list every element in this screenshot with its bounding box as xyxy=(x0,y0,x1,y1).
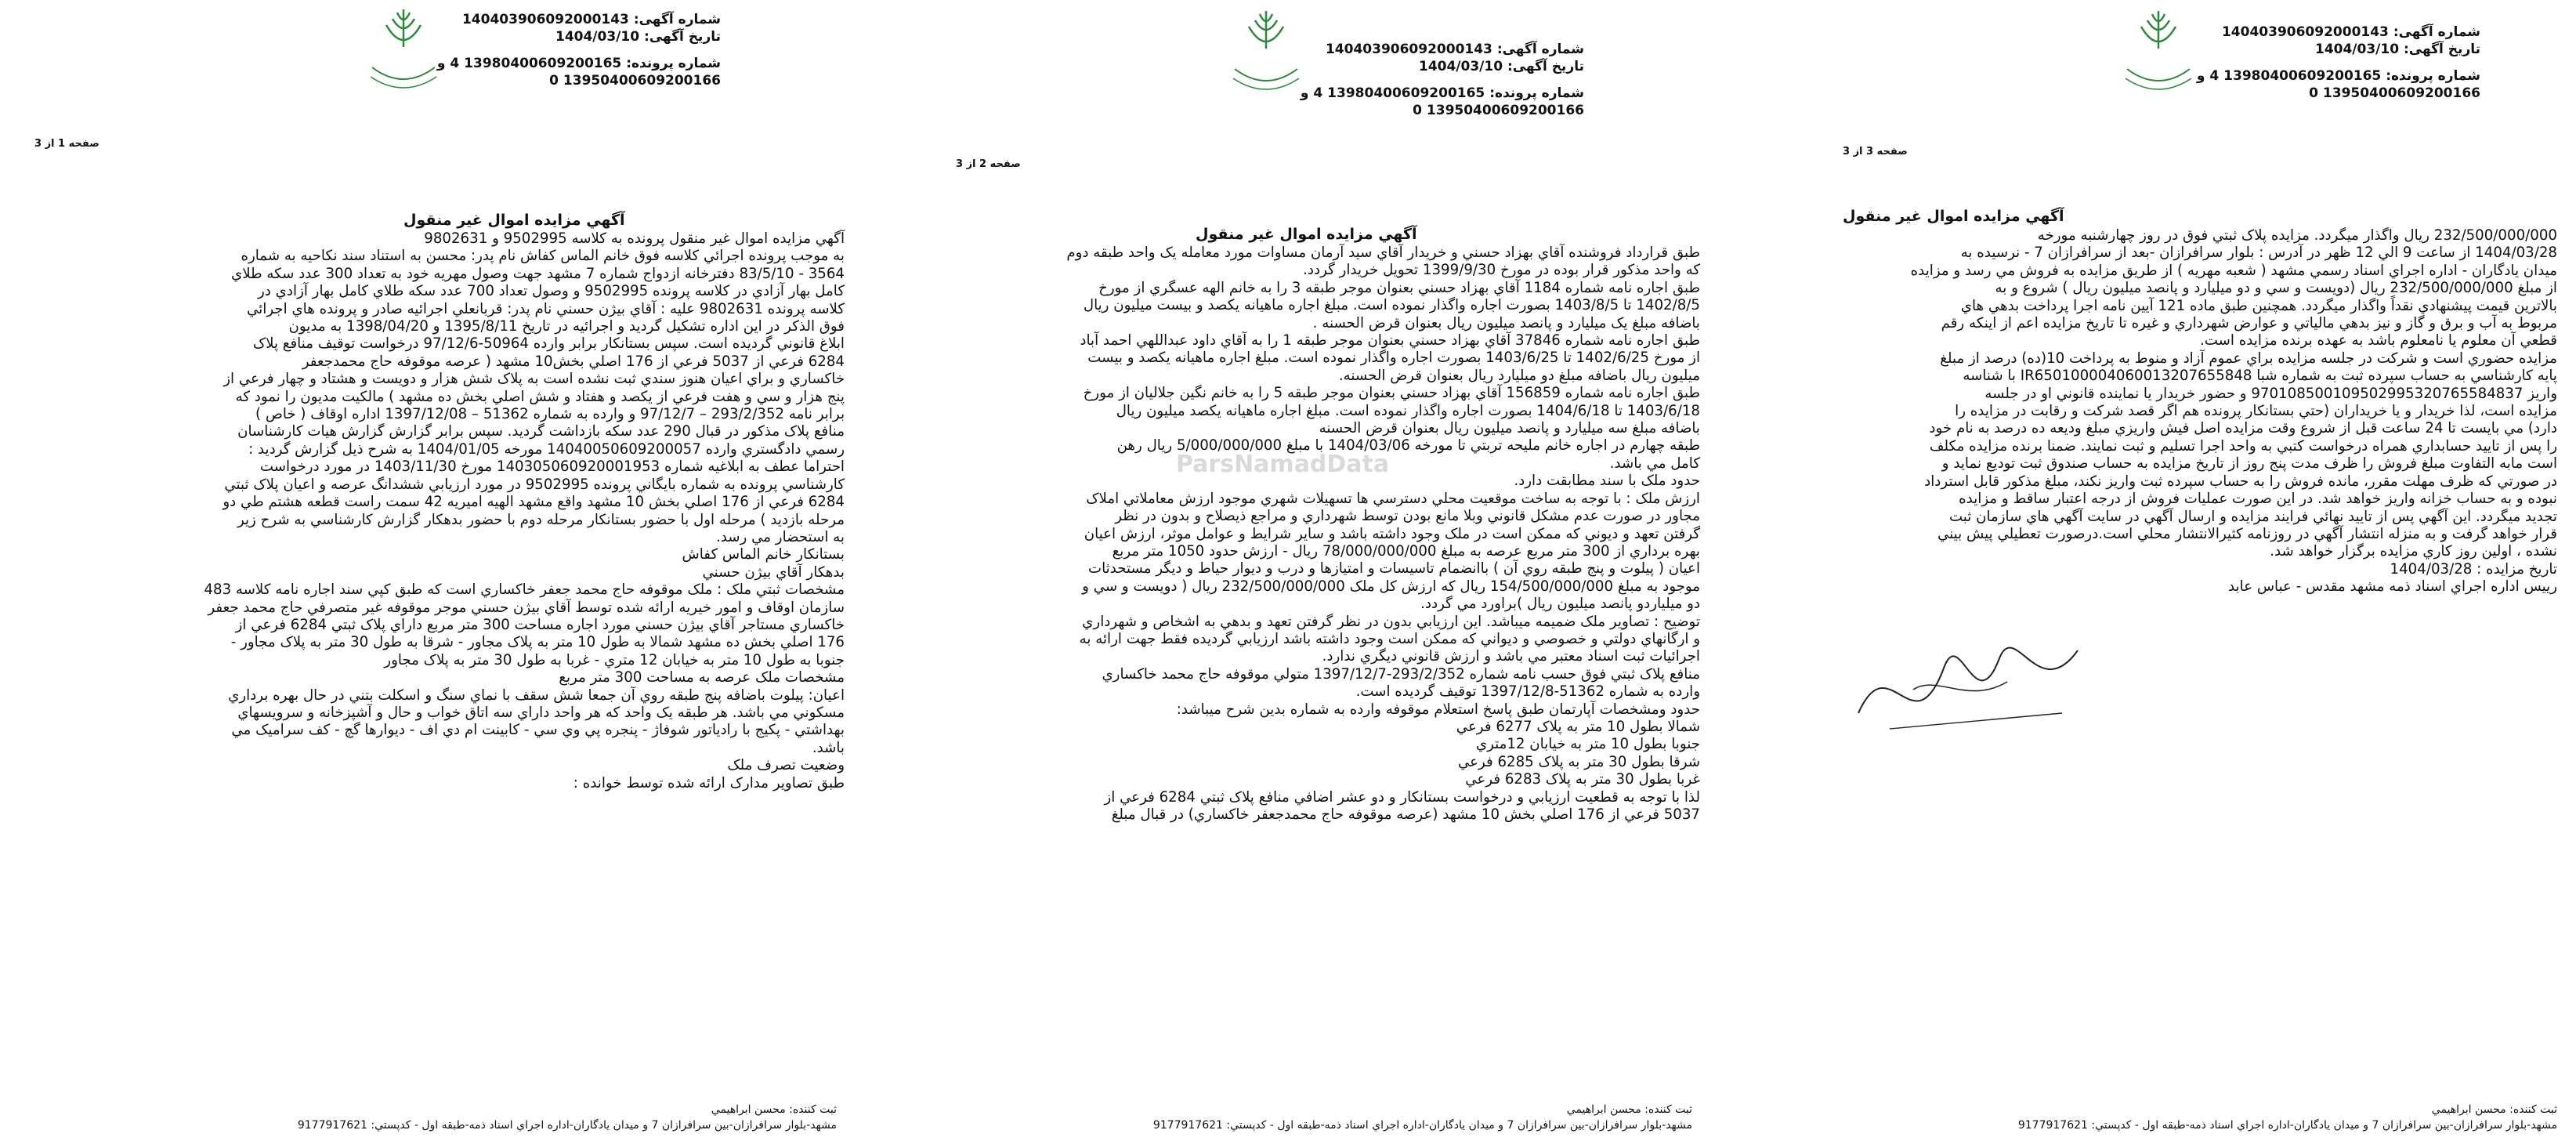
body-line: جنوبا به طول 10 متر به خيابان 12 متري - غربا به طول 30 متر به پلاک مجاور xyxy=(384,651,845,668)
body-line: توضيح : تصاوير ملک ضميمه ميباشد. اين ارزيابي بدون در نظر گرفتن تعهد و بدهي به اشخاص و شهرداري xyxy=(1082,613,1700,630)
body-line: مشخصات ثبتي ملک : ملک موقوفه حاج محمد جعفر خاکساري است که طبق کپي سند اجاره نامه کلاسه 483 xyxy=(204,581,845,599)
judiciary-emblem-icon xyxy=(356,5,450,99)
body-line: واريز 970108500109502995320765584837 و حضور خريدار يا نماينده قانوني او در جلسه xyxy=(1984,385,2557,402)
typist-label: ثبت کننده: xyxy=(1644,1103,1692,1116)
ad-number-row xyxy=(461,11,721,28)
ad-number-label: شماره آگهی: xyxy=(1496,42,1584,57)
body-line: مزايده است، لذا خريدار و يا خريداران (حتي بستانکار پرونده هم اگر قصد شرکت و رقابت در مزايده را xyxy=(1955,403,2557,420)
office-address: مشهد-بلوار سرافرازان-بين سرافرازان 7 و ميدان يادگاران-اداره اجراي اسناد ذمه-طبقه اول - کدپستي: xyxy=(1226,1119,1692,1132)
body-lines xyxy=(22,230,845,792)
body-line: موجود به مبلغ 154/500/000/000 ريال که ارزش کل ملک 232/500/000/000 ريال ( دويست و سي و xyxy=(1082,578,1700,595)
typist-name: محسن ابراهيمي xyxy=(1566,1103,1641,1116)
body-line: اعيان: پيلوت باضافه پنج طبقه روي آن جمعا شش سقف با نماي سنگ و اسکلت بتني در حال بهره برداري xyxy=(228,686,845,704)
body-line: شمالا بطول 10 متر به پلاک 6277 فرعي xyxy=(1456,718,1700,735)
judiciary-emblem-icon xyxy=(2111,6,2205,100)
file-number-2: 13950400609200166 0 xyxy=(2309,85,2480,101)
ad-number-row xyxy=(1325,41,1584,58)
body-line: 5037 فرعي از 176 اصلي بخش 10 مشهد (عرصه موقوفه حاج محمدجعفر خاکساري) در قبال مبلغ xyxy=(1111,806,1700,823)
body-line: رييس اداره اجراي اسناد ذمه مشهد مقدس - عباس عابد xyxy=(2228,578,2557,596)
page-number: صفحه 1 از 3 xyxy=(34,138,99,150)
body-line: برابر نامه 293/2/352 – 97/12/7 و وارده به شماره 51362 – 1397/12/08 اداره اوقاف ( خاص ) xyxy=(255,406,845,423)
typist-label: ثبت کننده: xyxy=(789,1103,837,1116)
ad-number: 140403906092000143 xyxy=(461,12,629,27)
body-lines xyxy=(877,244,1700,824)
body-line: 6284 فرعي از 176 اصلي بخش 10 مشهد واقع مشهد الهيه اميريه 42 سمت راست قطعه هشتم طي دو xyxy=(223,494,845,511)
body-line: گرفتن تعهد و ديوني که ممکن است در ملک وجود داشته باشد و ساير شرايط و عوامل موثر، ارزش اعيان xyxy=(1084,525,1700,542)
body-line: منافع پلاک مذکور در قبال 290 عدد سکه بازداشت گرديد. سپس برابر گزارش گزارش هيات کارشناسان xyxy=(237,423,845,440)
body-line: ارزش ملک : با توجه به ساخت موقعيت محلي دسترسي ها تسهيلات شهري موجود ارزش معاملاتي املاک xyxy=(1086,490,1700,507)
ad-number-label: شماره آگهی: xyxy=(633,12,721,27)
typist-name: محسن ابراهيمي xyxy=(711,1103,786,1116)
ad-number-label: شماره آگهی: xyxy=(2393,24,2480,40)
emblem-graphic xyxy=(356,5,450,99)
notice-title: آگهي مزايده اموال غير منقول xyxy=(1843,208,2064,225)
body-line: طبق اجاره نامه شماره 156859 آقاي بهزاد حسني بعنوان موجر طبقه 5 را به خانم نگين جلاليان از مورخ xyxy=(1083,385,1700,402)
body-line: خاکساري مستاجر آقاي بيژن حسني مورد اجاره مساحت 300 متر مربع داراي پلاک ثبتي 6284 فرعي از xyxy=(235,616,845,633)
body-line: پنج هزار و سي و هفت فرعي از يکصد و هفتاد و شش اصلي بخش ده مشهد ) مالکيت مديون را نمود که xyxy=(235,388,845,405)
body-line: نبوده و به حساب خزانه واريز خواهد شد. در اين صورت عمليات فروش از درجه اعتبار ساقط و مزايده xyxy=(1959,491,2557,508)
body-line: وضعيت تصرف ملک xyxy=(727,757,845,774)
body-line: کامل بهار آزادي در کلاسه پرونده 9502995 و وصول تعداد 700 عدد سکه طلاي کامل بهار آزادي در xyxy=(258,283,845,300)
file-number-1: 13980400609200165 4 و xyxy=(2196,68,2382,84)
body-line: لذا با توجه به قطعيت ارزيابي و درخواست بستانکار و دو عشر اضافي منافع پلاک ثبتي 6284 فرعي از xyxy=(1104,788,1700,806)
emblem-graphic xyxy=(1219,6,1313,100)
notice-body xyxy=(22,230,845,792)
body-line: ابلاغ قانوني گرديده است. سپس بستانکار برابر وارده 50964-97/12/6 درخواست توقيف منافع پلاک xyxy=(252,335,845,353)
body-line: کامل مي باشد. xyxy=(1609,455,1700,472)
body-line: طبق تصاوير مدارک ارائه شده توسط خوانده : xyxy=(573,774,845,791)
body-line: فوق الذکر در اين اداره تشکيل گرديد و اجرائيه در تاريخ 1395/8/11 و 1398/04/20 به مديون xyxy=(288,318,845,335)
notice-header xyxy=(436,11,721,89)
signature-graphic xyxy=(1843,596,2093,752)
file-number-label: شماره پرونده: xyxy=(2386,68,2480,84)
postal-code: 9177917621 xyxy=(1152,1119,1223,1132)
body-line: دارد) مي بايست تا 24 ساعت قبل از شروع وقت مزايده اصل فيش واريزي مبلغ وديعه ده درصد به نام خود xyxy=(1929,420,2557,437)
body-line: باشد. xyxy=(812,739,845,756)
typist-row xyxy=(877,1102,1692,1117)
ad-number: 140403906092000143 xyxy=(2221,24,2389,40)
page-number: صفحه 3 از 3 xyxy=(1843,146,1908,158)
body-line: 3564 - 83/5/10 دفترخانه ازدواج شماره 7 مشهد جهت وصول مهريه خود به تعداد 300 عدد سکه طلاي xyxy=(230,265,845,282)
notice-page-3 xyxy=(1717,0,2576,1141)
ad-date: 1404/03/10 xyxy=(1418,59,1503,74)
body-line: بالاترين قيمت پيشنهادي نقداً واگذار ميگردد. همچنين طبق ماده 121 آيين نامه اجرا پرداخت بدهي هاي xyxy=(1960,297,2557,314)
notice-footer xyxy=(1742,1102,2557,1133)
body-line: پايه کارشناسي به حساب سپرده ثبت به شماره شبا IR650100004060013207655848 با شناسه xyxy=(1963,368,2557,385)
address-row xyxy=(877,1117,1692,1133)
typist-name: محسن ابراهيمي xyxy=(2431,1103,2506,1116)
ad-date-label: تاریخ آگهی: xyxy=(2403,42,2480,57)
ad-number-row xyxy=(2222,24,2480,41)
body-line: به استحضار مي رسد. xyxy=(715,528,845,545)
body-line: بستانکار خانم الماس کفاش xyxy=(682,546,845,563)
body-line: طبقه چهارم در اجاره خانم مليحه تربتي تا مورخه 1404/03/06 با مبلغ 5/000/000/000 ريال رهن xyxy=(1116,437,1700,455)
body-line: اعيان ( پيلوت و پنج طبقه روي آن ) باانضمام تاسيسات و امتيازها و درب و ديوار حياط و ديگر مستحدثات xyxy=(1088,560,1700,578)
body-line: احتراما عطف به ابلاغيه شماره 140305060920001953 مورخ 1403/11/30 در مورد درخواست xyxy=(259,458,845,476)
file-number-row xyxy=(2196,67,2480,85)
body-lines xyxy=(1742,227,2557,596)
ad-date-row xyxy=(2222,41,2480,58)
body-line: مجاور در صورت عدم مشکل قانوني وبلا مانع بودن توسط شهرداري و مراجع ذيصلاح و بدون در نظر xyxy=(1115,508,1700,525)
ad-date-label: تاریخ آگهی: xyxy=(643,29,721,45)
body-line: باضافه مبلغ يک ميليارد و پانصد ميليون ريال بعنوان قرض الحسنه . xyxy=(1312,314,1700,331)
file-number-1: 13980400609200165 4 و xyxy=(1300,85,1485,101)
office-address: مشهد-بلوار سرافرازان-بين سرافرازان 7 و ميدان يادگاران-اداره اجراي اسناد ذمه-طبقه اول - کدپستي: xyxy=(2091,1119,2557,1132)
body-line: دو ميلياردو پانصد ميليون ريال )براورد مي گردد. xyxy=(1420,596,1700,613)
body-line: بدهکار آقاي بيژن حسني xyxy=(702,563,845,581)
body-line: به موجب پرونده اجرائي کلاسه فوق خانم الماس کفاش نام پدر: محسن به استناد سند نکاحيه به شماره xyxy=(241,248,845,265)
typist-row xyxy=(1742,1102,2557,1117)
body-line: طبق اجاره نامه شماره 37846 آقاي بهزاد حسني بعنوان موجر طبقه 1 را به آقاي داود عبداللهي احمد آباد xyxy=(1080,332,1700,350)
file-number-2: 13950400609200166 0 xyxy=(1413,103,1584,118)
address-row xyxy=(1742,1117,2557,1133)
body-line: را پس از تاييد حسابداري همراه درخواست کتبي به واحد اجرا تسليم و ثبت نمايند. ضمنا برنده مزايده مکلف xyxy=(1929,437,2557,455)
body-line: مسکوني مي باشد. هر طبقه يک واحد که هر واحد داراي سه اتاق خواب و حال و آشپزخانه و سرويسهاي xyxy=(237,704,845,721)
emblem-graphic xyxy=(2111,6,2205,100)
notice-footer xyxy=(877,1102,1692,1133)
notice-footer xyxy=(22,1102,837,1133)
signature-icon xyxy=(1843,596,2093,755)
watermark: ParsNamadData xyxy=(1176,451,1390,478)
body-line: 1404/03/28 از ساعت 9 الي 12 ظهر در آدرس : بلوار سرافرازان -بعد از سرافرازان 7 - نرسيده به xyxy=(1960,244,2557,262)
body-line: تاريخ مزايده : 1404/03/28 xyxy=(2390,560,2557,578)
body-line: ميليون ريال باضافه مبلغ دو ميليارد ريال بعنوان قرض الحسنه. xyxy=(1338,367,1700,384)
body-line: وارده به شماره 51362-1397/12/8 توقيف گرديده است. xyxy=(1355,683,1700,701)
file-number-2: 13950400609200166 0 xyxy=(549,73,721,89)
ad-date-row xyxy=(470,28,721,45)
ad-date: 1404/03/10 xyxy=(2314,42,2400,57)
notice-header xyxy=(2196,24,2480,102)
postal-code: 9177917621 xyxy=(297,1119,367,1132)
body-line: قرار خواهد گرفت و به منزله انتشار آگهي در روزنامه کثيرالانتشار محلي است.درصورت تعطيلي پيش بيني xyxy=(1937,525,2557,542)
file-number-label: شماره پرونده: xyxy=(626,56,721,71)
body-line: شرقا بطول 30 متر به پلاک 6285 فرعي xyxy=(1457,753,1700,770)
body-line: مشخصات ملک عرصه به مساحت 300 متر مربع xyxy=(559,669,845,686)
body-line: که واحد مذکور قرار بوده در مورخ 1399/9/30 تحويل خريدار گردد. xyxy=(1303,262,1700,279)
body-line: از مبلغ 232/500/000/000 ريال (دويست و سي و دو ميليارد و پانصد ميليون ريال ) شروع و به xyxy=(1995,280,2557,297)
body-line: سازمان اوقاف و امور خيريه ارائه شده توسط آقاي بيژن حسني موجر موقوفه غير متصرفي حاج محمد جعفر xyxy=(208,599,845,616)
body-line: بهداشتي - پکيج با رادياتور شوفاژ - پنجره پي وي سي - کابينت ام دي اف - ديوارها گچ - کف سراميک مي xyxy=(231,722,845,739)
file-number-row-2 xyxy=(2222,85,2480,102)
body-line: ميدان يادگاران - اداره اجراي اسناد رسمي مشهد ( شعبه مهريه ) از طريق مزايده به فروش مي رسد و مزايده xyxy=(1910,262,2557,279)
notice-page-2 xyxy=(859,0,1717,1141)
body-line: 1403/6/18 تا 1404/6/18 بصورت اجاره واگذار نموده است. مبلغ اجاره ماهيانه يکصد ميليون ريال xyxy=(1116,402,1700,419)
body-line: طبق اجاره نامه شماره 1184 آقاي بهزاد حسني بعنوان موجر طبقه 3 را به خانم الهه عسگري از مورخ xyxy=(1098,279,1700,296)
notice-header xyxy=(1300,41,1584,119)
body-line: مزايده حضوري است و شرکت در جلسه مزايده براي عموم آزاد و منوط به پرداخت 10(ده) درصد از مبلغ xyxy=(1940,350,2557,367)
body-line: از مورخ 1402/6/25 تا 1403/6/25 بصورت اجاره واگذار نموده است. مبلغ اجاره ماهيانه يکصد و بيست xyxy=(1087,350,1700,367)
file-number-label: شماره پرونده: xyxy=(1489,85,1584,101)
notice-body xyxy=(1742,227,2557,596)
body-line: حدود ملک با سند مطابقت دارد. xyxy=(1514,473,1700,490)
body-line: رسمي دادگستري وارده 14040050609200057 مورخه 1404/01/05 به شرح ذيل گزارش گرديد : xyxy=(248,440,845,458)
body-line: بهره برداري از 300 متر مربع عرصه به مبلغ 78/000/000/000 ريال - ارزش حدود 1050 متر مربع xyxy=(1112,542,1700,560)
body-line: کلاسه پرونده 9802631 عليه : آقاي بيژن حسني نام پدر: قربانعلي اجرائيه صادر و پرونده هاي اجرائي xyxy=(247,300,845,317)
body-line: و ارگانهاي دولتي و خصوصي و ديواني که ممکن است وجود داشته باشد ارزيابي گرديده فقط جهت ارائه به xyxy=(1079,630,1700,647)
ad-date-label: تاریخ آگهی: xyxy=(1507,59,1584,74)
ad-number: 140403906092000143 xyxy=(1325,42,1492,57)
body-line: حدود ومشخصات آپارتمان طبق پاسخ استعلام موقوفه وارده به شماره بدين شرح ميباشد: xyxy=(1176,701,1700,718)
file-number-row-2 xyxy=(470,72,721,89)
body-line: جنوبا بطول 10 متر به خيابان 12متري xyxy=(1475,736,1700,753)
file-number-row xyxy=(436,55,721,72)
file-number-1: 13980400609200165 4 و xyxy=(436,56,622,71)
notice-title: آگهي مزايده اموال غير منقول xyxy=(1196,226,1417,243)
body-line: است مابه التفاوت مبلغ فروش را ظرف مدت پنج روز از تاريخ مزايده به حساب صندوق ثبت توديع نمايد و xyxy=(1941,455,2557,473)
body-line: در صورتي که ظرف مهلت مقرر، مانده فروش را به حساب سپرده ثبت واريز نکند، مبلغ مذکور قابل استرداد xyxy=(1924,473,2557,490)
page-number: صفحه 2 از 3 xyxy=(956,158,1021,170)
body-line: تجديد ميگردد. اين آگهي پس از تاييد نهائي فرايند مزايده و ارسال آگهي در سايت آگهي هاي سازمان ثبت xyxy=(1948,508,2557,525)
address-row xyxy=(22,1117,837,1133)
ad-date-row xyxy=(1333,58,1584,75)
body-line: 6284 فرعي از 5037 فرعي از 176 اصلي بخش10 مشهد ( عرصه موقوفه حاج محمدجعفر xyxy=(302,353,845,370)
body-line: اجرائيات ثبت اسناد معتبر مي باشد و ارزش قانوني ديگري ندارد. xyxy=(1322,648,1700,665)
postal-code: 9177917621 xyxy=(2017,1119,2088,1132)
notice-title: آگهي مزايده اموال غير منقول xyxy=(403,212,625,229)
body-line: 232/500/000/000 ريال واگذار ميگردد. مزايده پلاک ثبتي فوق در روز چهارشنبه مورخه xyxy=(2037,227,2557,244)
notice-page-1 xyxy=(0,0,859,1141)
file-number-row xyxy=(1300,85,1584,102)
judiciary-emblem-icon xyxy=(1219,6,1313,100)
body-line: خاکساري و براي اعيان هنوز سندي ثبت نشده است به پلاک شش هزار و دويست و هشتاد و چهار فرعي از xyxy=(223,371,845,388)
ad-date: 1404/03/10 xyxy=(555,29,640,45)
body-line: باضافه مبلغ سه ميليارد و پانصد ميليون ريال بعنوان قرض الحسنه xyxy=(1319,420,1700,437)
body-line: طبق قرارداد فروشنده آقاي بهزاد حسني و خريدار آقاي سيد آرمان مساوات مورد معامله يک واحد طبقه دوم xyxy=(1066,244,1700,261)
body-line: مرحله بازديد ) مرحله اول با حضور بستانکار مرحله دوم با حضور بدهکار گزارش کارشناسي به شرح زير xyxy=(237,511,845,528)
body-line: منافع پلاک ثبتي فوق حسب نامه شماره 293/2/352-1397/12/7 متولي موقوفه حاج محمد خاکساري xyxy=(1102,665,1700,683)
typist-row xyxy=(22,1102,837,1117)
body-line: آگهي مزايده اموال غير منقول پرونده به کلاسه 9502995 و 9802631 xyxy=(424,230,845,247)
body-line: مربوط به آب و برق و گاز و نيز بدهي مالياتي و عوارض شهرداري و غيره تا تاريخ مزايده اعم از اينکه رقم xyxy=(1941,315,2557,332)
body-line: کارشناسي پرونده به شماره بايگاني پرونده 9502995 در مورد ارزيابي ششدانگ عرصه و اعيان پلاک ثبتي xyxy=(224,476,845,493)
body-line: غربا بطول 30 متر به پلاک 6283 فرعي xyxy=(1465,771,1700,788)
body-line: نشده ، اولين روز کاري مزايده برگزار خواهد شد. xyxy=(2270,543,2557,560)
typist-label: ثبت کننده: xyxy=(2509,1103,2557,1116)
office-address: مشهد-بلوار سرافرازان-بين سرافرازان 7 و ميدان يادگاران-اداره اجراي اسناد ذمه-طبقه اول - کدپستي: xyxy=(371,1119,837,1132)
file-number-row-2 xyxy=(1333,102,1584,119)
body-line: قطعي آن معلوم يا نامعلوم باشد به عهده برنده مزايده است. xyxy=(2199,332,2557,350)
body-line: 1402/8/5 تا 1403/8/5 بصورت اجاره واگذار نموده است. مبلغ اجاره ماهيانه يکصد و بيست ميليون ريال xyxy=(1083,297,1700,314)
body-line: 176 اصلي بخش ده مشهد شمالا به طول 10 متر به پلاک مجاور - شرقا به طول 30 متر به پلاک مجاور - xyxy=(230,634,845,651)
notice-body xyxy=(877,244,1700,824)
